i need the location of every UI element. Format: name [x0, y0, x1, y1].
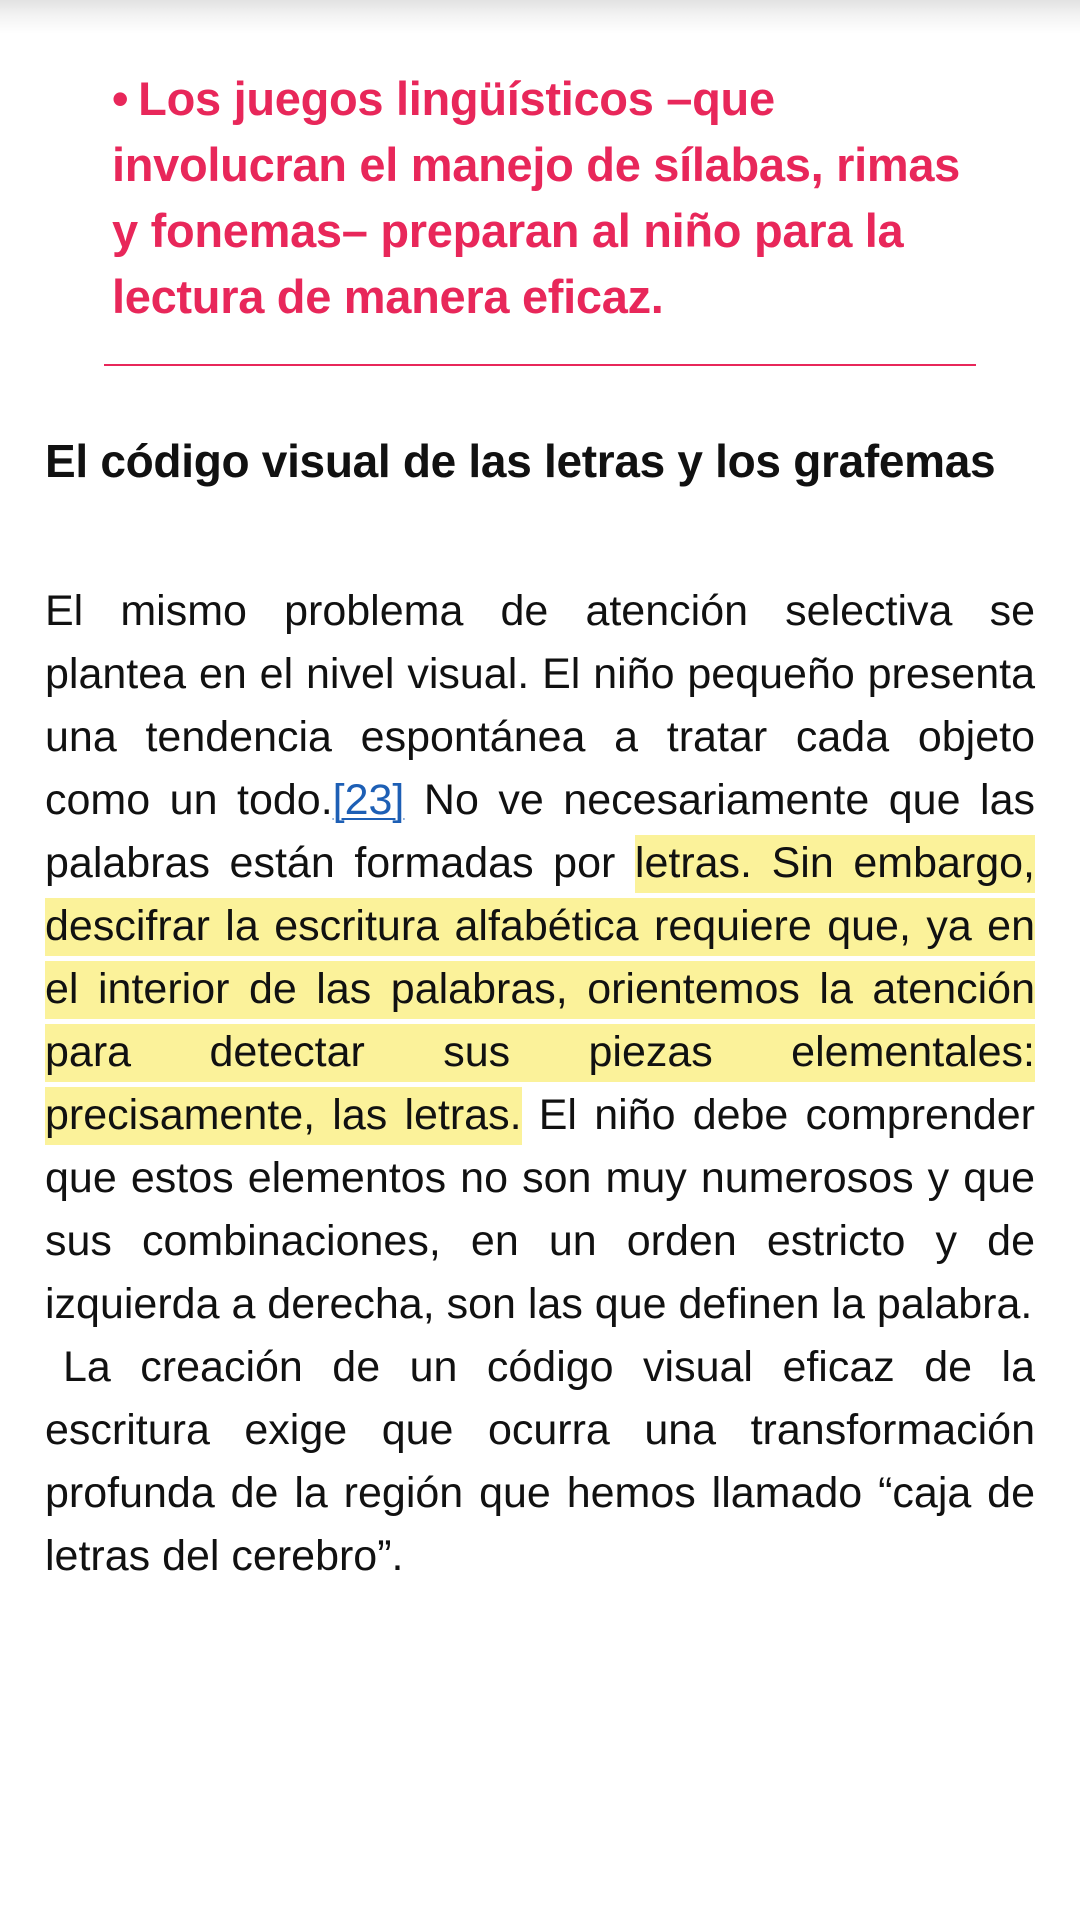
footnote-ref-link[interactable]: [23]	[332, 776, 405, 824]
bullet-icon: •	[112, 72, 129, 125]
callout-text: Los juegos lingüísticos –que involucran el manejo de sílabas, rimas y fonemas– preparan al niño para la lectura de manera eficaz.	[112, 72, 961, 323]
paragraph-1-text-c: El niño debe comprender que estos elementos no son muy numerosos y que sus combinaciones, en un orden estricto y de izquierda a derecha, son las que definen la palabra.	[45, 1091, 1035, 1328]
section-heading: El código visual de las letras y los grafemas	[45, 435, 996, 487]
paragraph-1[interactable]	[45, 580, 1035, 1336]
paragraph-1-text-b: No ve necesariamente que las palabras están formadas por	[45, 776, 1035, 887]
body-text[interactable]	[45, 580, 1035, 1588]
paragraph-1-text-a: El mismo problema de atención selectiva se plantea en el nivel visual. El niño pequeño presenta una tendencia espontánea a tratar cada objeto como un todo.	[45, 587, 1035, 824]
callout-bullet-text	[112, 66, 992, 330]
callout-divider	[104, 364, 976, 366]
paragraph-2[interactable]: La creación de un código visual eficaz de la escritura exige que ocurra una transformación profunda de la región que hemos llamado “caja de letras del cerebro”.	[45, 1343, 1035, 1580]
highlighted-passage[interactable]: letras. Sin embargo, descifrar la escritura alfabética requiere que, ya en el interior de las palabras, orientemos la atención para detectar sus piezas elementales: precisamente, las letras.	[45, 835, 1035, 1145]
